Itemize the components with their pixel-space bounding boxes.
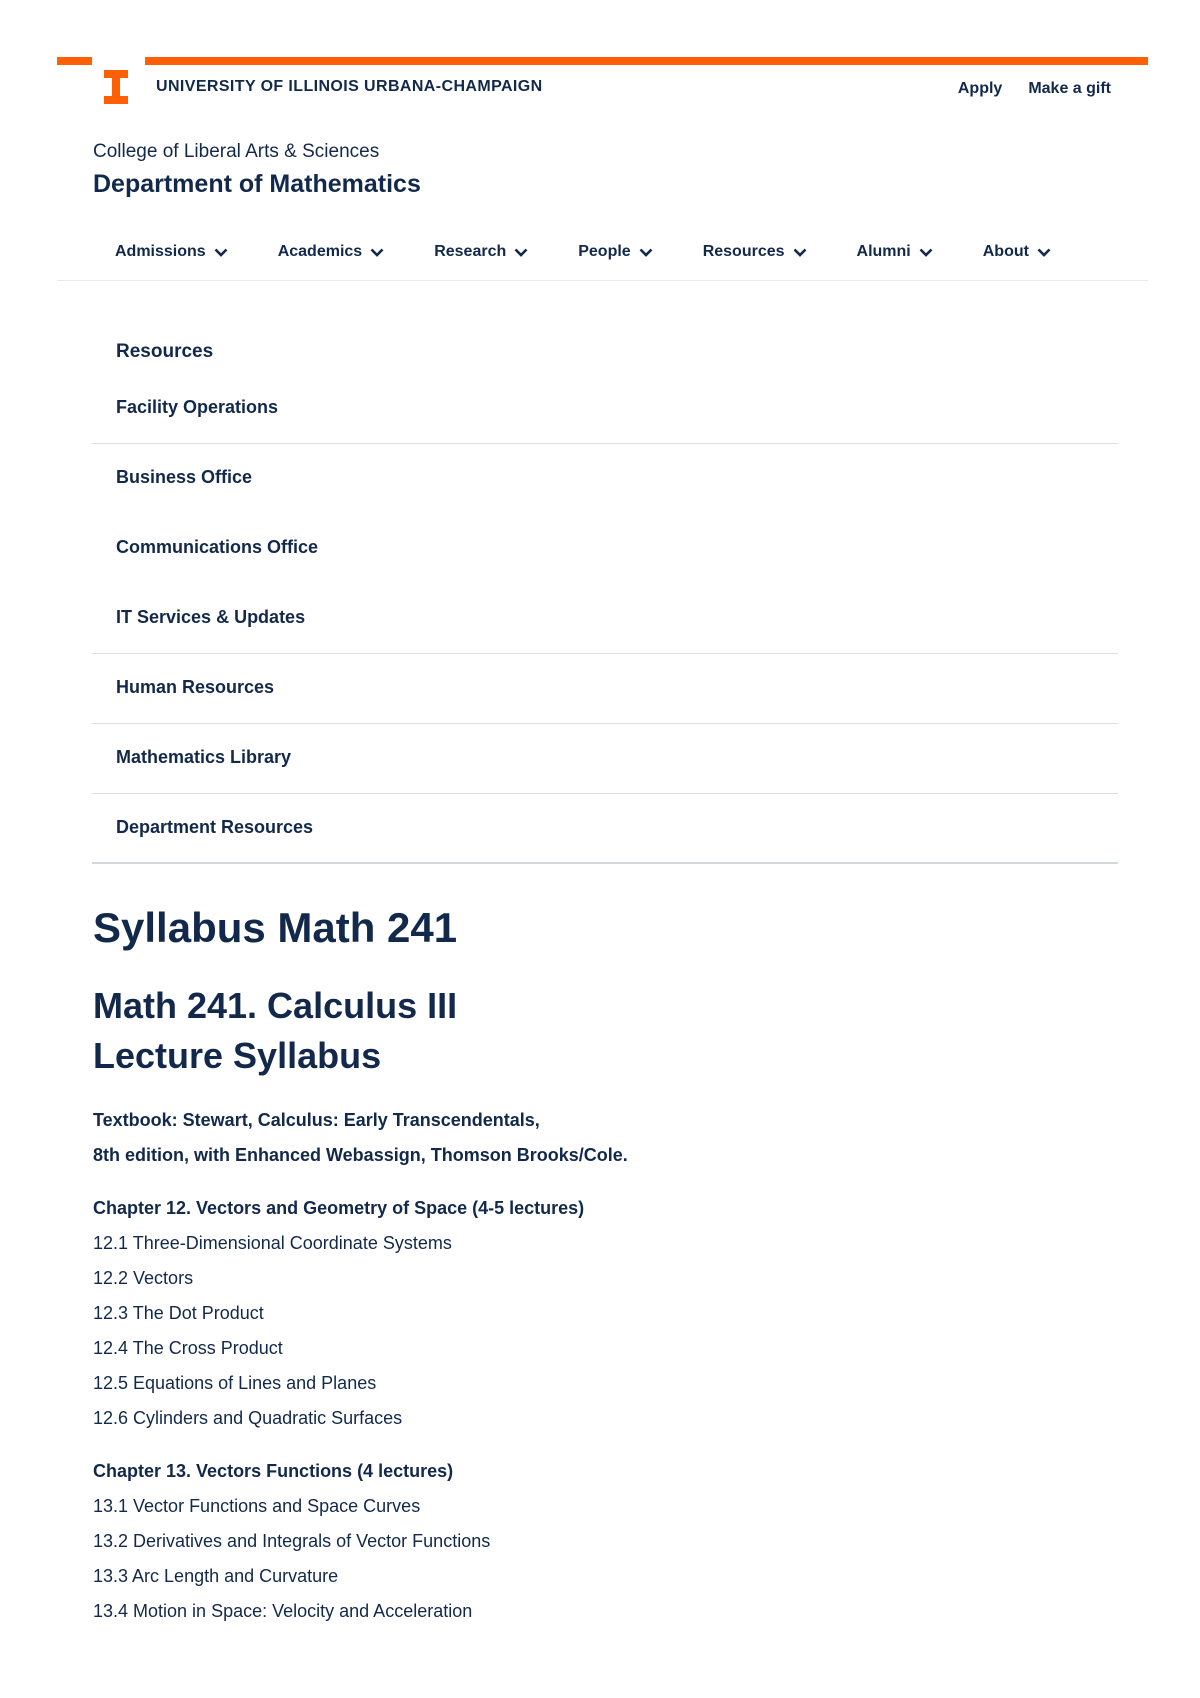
chapter-12 xyxy=(93,1191,1133,1436)
section-nav-item-communications-office[interactable]: Communications Office xyxy=(116,537,319,557)
section-item: 13.3 Arc Length and Curvature xyxy=(93,1566,339,1587)
university-name[interactable]: UNIVERSITY OF ILLINOIS URBANA-CHAMPAIGN xyxy=(156,78,543,95)
page-title: Syllabus Math 241 xyxy=(93,904,458,951)
nav-item-people[interactable] xyxy=(578,243,652,261)
section-item: 13.4 Motion in Space: Velocity and Acceleration xyxy=(93,1601,473,1622)
make-a-gift-link[interactable]: Make a gift xyxy=(1028,80,1111,97)
textbook-line: Textbook: Stewart, Calculus: Early Transcendentals, xyxy=(93,1110,540,1131)
section-nav-heading[interactable]: Resources xyxy=(116,341,214,362)
course-heading-line1: Math 241. Calculus III xyxy=(93,985,458,1027)
chevron-down-icon xyxy=(514,248,528,257)
nav-label: Research xyxy=(434,243,507,260)
section-item: 12.6 Cylinders and Quadratic Surfaces xyxy=(93,1408,403,1429)
chevron-down-icon xyxy=(370,248,384,257)
section-nav-item-mathematics-library[interactable]: Mathematics Library xyxy=(92,724,1118,794)
nav-label: Resources xyxy=(702,243,785,260)
nav-item-alumni[interactable] xyxy=(857,243,933,261)
nav-label: About xyxy=(982,243,1029,260)
nav-item-research[interactable] xyxy=(434,243,528,261)
brand-bar-left xyxy=(57,57,92,65)
section-item: 12.1 Three-Dimensional Coordinate Systems xyxy=(93,1233,452,1254)
chevron-down-icon xyxy=(919,248,933,257)
apply-link[interactable]: Apply xyxy=(957,80,1003,97)
nav-item-academics[interactable] xyxy=(278,243,385,261)
nav-item-resources[interactable] xyxy=(703,243,807,261)
main-navigation xyxy=(57,238,1148,281)
department-title[interactable]: Department of Mathematics xyxy=(93,170,421,198)
nav-label: People xyxy=(578,243,631,260)
nav-label: Academics xyxy=(277,243,363,260)
chevron-down-icon xyxy=(1037,248,1051,257)
section-nav-item-facility-operations[interactable]: Facility Operations xyxy=(92,374,1118,444)
textbook-line: 8th edition, with Enhanced Webassign, Thomson Brooks/Cole. xyxy=(93,1145,628,1166)
chapter-13 xyxy=(93,1454,1133,1629)
main-content xyxy=(93,905,1133,1629)
course-heading-line2: Lecture Syllabus xyxy=(93,1035,382,1077)
section-item: 12.4 The Cross Product xyxy=(93,1338,283,1359)
block-i-logo-icon[interactable] xyxy=(104,70,128,104)
college-link[interactable]: College of Liberal Arts & Sciences xyxy=(93,141,380,162)
section-item: 12.3 The Dot Product xyxy=(93,1303,264,1324)
section-item: 12.5 Equations of Lines and Planes xyxy=(93,1373,377,1394)
section-item: 12.2 Vectors xyxy=(93,1268,194,1289)
chevron-down-icon xyxy=(214,248,228,257)
section-nav-item-it-services[interactable]: IT Services & Updates xyxy=(92,584,1118,654)
nav-label: Admissions xyxy=(115,243,206,260)
section-nav-item-business-office[interactable]: Business Office xyxy=(116,467,253,487)
chevron-down-icon xyxy=(793,248,807,257)
nav-item-about[interactable] xyxy=(983,243,1051,261)
chapter-title: Chapter 12. Vectors and Geometry of Space (4-5 lectures) xyxy=(93,1198,585,1219)
chevron-down-icon xyxy=(639,248,653,257)
chapter-title: Chapter 13. Vectors Functions (4 lectures) xyxy=(93,1461,454,1482)
section-item: 13.2 Derivatives and Integrals of Vector Functions xyxy=(93,1531,491,1552)
section-item: 13.1 Vector Functions and Space Curves xyxy=(93,1496,421,1517)
course-heading xyxy=(93,981,1133,1081)
section-navigation xyxy=(92,330,1118,864)
nav-label: Alumni xyxy=(856,243,911,260)
brand-bar-right xyxy=(145,57,1148,65)
section-nav-item-human-resources[interactable]: Human Resources xyxy=(92,654,1118,724)
section-nav-item-department-resources[interactable]: Department Resources xyxy=(92,794,1118,864)
nav-item-admissions[interactable] xyxy=(115,243,228,261)
textbook-info xyxy=(93,1103,1133,1173)
utility-links xyxy=(958,80,1111,98)
